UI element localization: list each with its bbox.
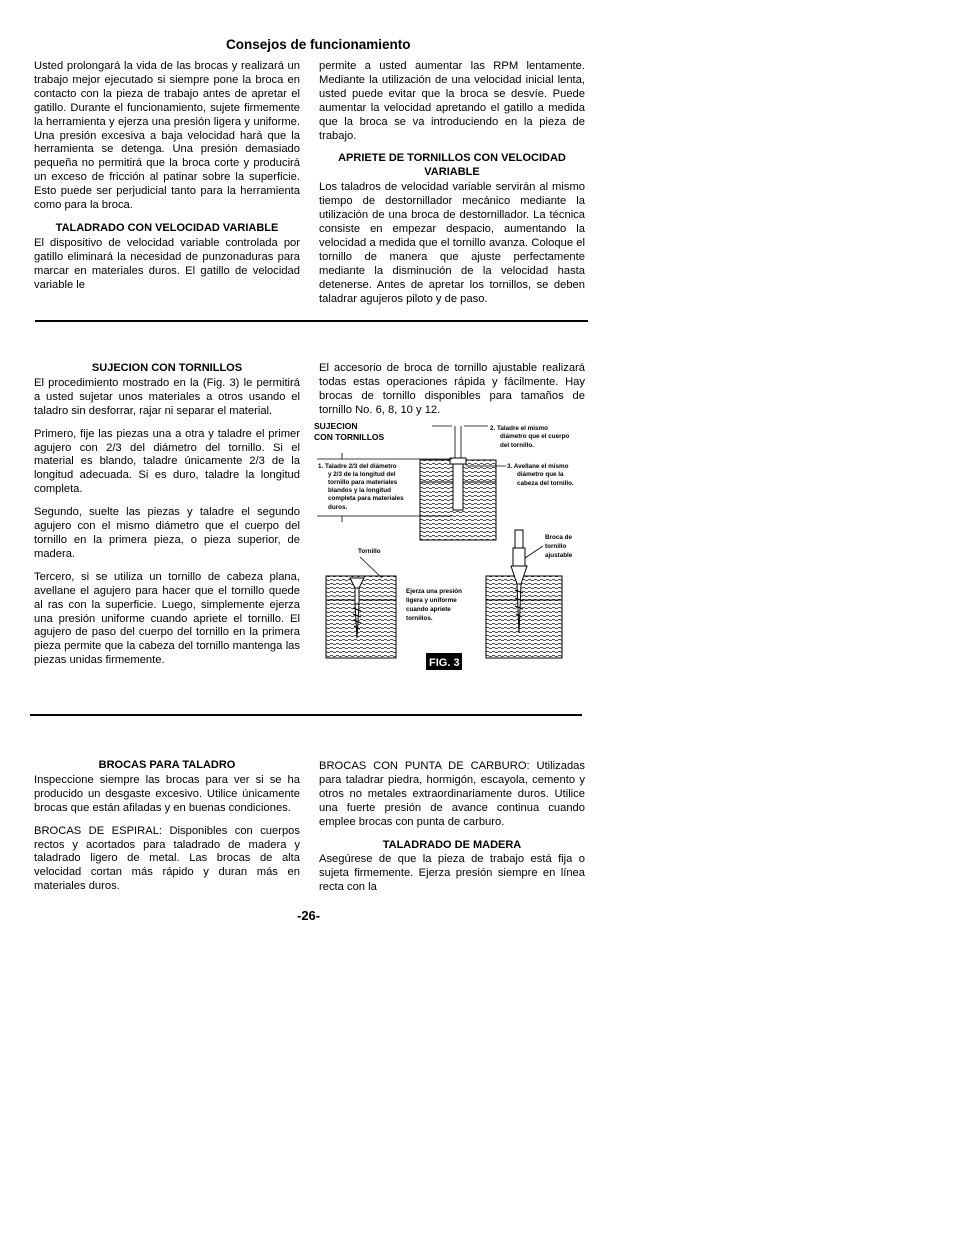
brocas-paragraph-1: Inspeccione siempre las brocas para ver si se ha producido un desgaste excesivo. Utilice únicamente brocas que están afiladas y en buenas condiciones. bbox=[34, 773, 300, 814]
heading-taladrado-madera: TALADRADO DE MADERA bbox=[382, 838, 522, 851]
page-title: Consejos de funcionamiento bbox=[226, 37, 411, 52]
svg-text:1. Taladre 2/3 del diámetro: 1. Taladre 2/3 del diámetro bbox=[318, 463, 397, 470]
section-divider bbox=[35, 320, 588, 322]
svg-text:blandos y la longitud: blandos y la longitud bbox=[328, 487, 391, 494]
svg-text:cuando apriete: cuando apriete bbox=[406, 606, 451, 613]
sujecion-paragraph-1: El procedimiento mostrado en la (Fig. 3) le permitirá a usted sujetar unos materiales a otros usando el taladro sin desforrar, rajar ni separar el material. bbox=[34, 376, 300, 417]
sujecion-paragraph-2: Primero, fije las piezas una a otra y taladre el primer agujero con 2/3 del diámetro del tornillo. Si el material es blando, taladre únicamente 2/3 de la longitud adecuada. Si es duro, taladre la longitud completa. bbox=[34, 427, 300, 496]
heading-sujecion-tornillos: SUJECION CON TORNILLOS bbox=[91, 362, 243, 374]
svg-text:del tornillo.: del tornillo. bbox=[500, 442, 534, 449]
section1-left-column bbox=[34, 60, 300, 302]
svg-text:Broca de: Broca de bbox=[545, 534, 572, 541]
heading-taladrado-velocidad-variable: TALADRADO CON VELOCIDAD VARIABLE bbox=[55, 221, 279, 234]
madera-paragraph: Asegúrese de que la pieza de trabajo está fija o sujeta firmemente. Ejerza presión siempre en línea recta con la bbox=[319, 853, 585, 894]
fig3-diagram bbox=[312, 418, 590, 674]
section2-right-column bbox=[319, 362, 585, 427]
svg-text:cabeza del tornillo.: cabeza del tornillo. bbox=[517, 480, 574, 487]
label-broca-ajustable bbox=[545, 534, 573, 559]
svg-text:completa para materiales: completa para materiales bbox=[328, 495, 404, 502]
svg-text:3. Avellane el mismo: 3. Avellane el mismo bbox=[507, 463, 569, 470]
svg-text:diámetro que la: diámetro que la bbox=[517, 471, 564, 478]
svg-text:duros.: duros. bbox=[328, 504, 348, 511]
fig-title-line2: CON TORNILLOS bbox=[314, 432, 385, 442]
svg-text:tornillo para materiales: tornillo para materiales bbox=[328, 479, 398, 486]
callout-3 bbox=[507, 463, 574, 487]
callout-2 bbox=[490, 425, 569, 449]
continuation-paragraph: permite a usted aumentar las RPM lentamente. Mediante la utilización de una velocidad inicial lenta, usted puede evitar que la broca se desvíe. Puede aumentar la velocidad apretando el gatillo a medida que la broca se va introduciendo en la pieza de trabajo. bbox=[319, 60, 585, 142]
accesorio-paragraph: El accesorio de broca de tornillo ajustable realizará todas estas operaciones rápida y fácilmente. Hay brocas de tornillo disponibles para tamaños de tornillo No. 6, 8, 10 y 12. bbox=[319, 362, 585, 416]
diagram-screw-in-wood bbox=[326, 557, 396, 658]
sujecion-paragraph-4: Tercero, si se utiliza un tornillo de cabeza plana, avellane el agujero para hacer que el tornillo quede al ras con la superficie. Luego, simplemente ejerza una presión uniforme cuando apriete el tornillo. El agujero de paso del cuerpo del tornillo en la primera pieza permite que la cabeza del tornillo mantenga las piezas unidas firmemente. bbox=[34, 570, 300, 667]
svg-text:2. Taladre el mismo: 2. Taladre el mismo bbox=[490, 425, 548, 432]
sujecion-paragraph-3: Segundo, suelte las piezas y taladre el segundo agujero con el mismo diámetro que el cuerpo del tornillo en la primera pieza, o pieza superior, de madera. bbox=[34, 506, 300, 560]
svg-text:Ejerza una presión: Ejerza una presión bbox=[406, 588, 462, 595]
heading-brocas-taladro: BROCAS PARA TALADRO bbox=[98, 759, 236, 771]
label-ejerza-presion bbox=[406, 588, 462, 622]
svg-text:ligera y uniforme: ligera y uniforme bbox=[406, 597, 457, 604]
svg-text:ajustable: ajustable bbox=[545, 552, 573, 559]
page-number: -26- bbox=[297, 908, 321, 923]
carburo-paragraph: BROCAS CON PUNTA DE CARBURO: Utilizadas para taladrar piedra, hormigón, escayola, cemento y otros no metales extraordinariamente duros. Utilice una fuerte presión de avance continua cuando emplee brocas con punta de carburo. bbox=[319, 760, 585, 828]
section1-right-column bbox=[319, 60, 585, 315]
intro-paragraph: Usted prolongará la vida de las brocas y realizará un trabajo mejor ejecutado si siempre pone la broca en contacto con la pieza de trabajo antes de apretar el gatillo. Durante el funcionamiento, sujete firmemente la herramienta y ejerza una presión ligera y uniforme. Una presión excesiva a baja velocidad hará que la herramienta se detenga. Una presión demasiado pequeña no permitirá que la broca corte y producirá un exceso de fricción al patinar sobre la superficie. Esto puede ser perjudicial tanto para la herramienta como para la broca. bbox=[34, 60, 300, 212]
fig-title-line1: SUJECION bbox=[314, 421, 358, 431]
section3-left-column bbox=[34, 759, 300, 903]
svg-text:tornillos.: tornillos. bbox=[406, 615, 433, 622]
svg-text:diámetro que el cuerpo: diámetro que el cuerpo bbox=[500, 433, 570, 440]
brocas-paragraph-2: BROCAS DE ESPIRAL: Disponibles con cuerpos rectos y acortados para taladrado de madera y taladrado ligero de metal. Las brocas de alta velocidad cortan más rápido y duran más en materiales duros. bbox=[34, 824, 300, 893]
section3-right-column bbox=[319, 760, 585, 904]
label-tornillo: Tornillo bbox=[358, 548, 381, 555]
apriete-paragraph: Los taladros de velocidad variable servirán al mismo tiempo de destornillador mecánico mediante la utilización de una broca de destornillador. La técnica consiste en empezar despacio, aumentando la velocidad a medida que el tornillo avanza. Coloque el tornillo de manera que ajuste perfectamente mediante la disminución de la velocidad hasta detenerse. Antes de apretar los tornillos, se deben taladrar agujeros piloto y de paso. bbox=[319, 181, 585, 305]
svg-text:tornillo: tornillo bbox=[545, 543, 567, 550]
fig-label: FIG. 3 bbox=[429, 657, 460, 669]
callout-1 bbox=[318, 463, 404, 511]
section-divider bbox=[30, 714, 582, 716]
section2-left-column bbox=[34, 362, 300, 677]
svg-text:y 2/3 de la longitud del: y 2/3 de la longitud del bbox=[328, 471, 396, 478]
heading-apriete-tornillos: APRIETE DE TORNILLOS CON VELOCIDAD VARIABLE bbox=[338, 152, 566, 179]
taladrado-paragraph: El dispositivo de velocidad variable controlada por gatillo eliminará la necesidad de punzonaduras para marcar en materiales duros. El gatillo de velocidad variable le bbox=[34, 236, 300, 291]
